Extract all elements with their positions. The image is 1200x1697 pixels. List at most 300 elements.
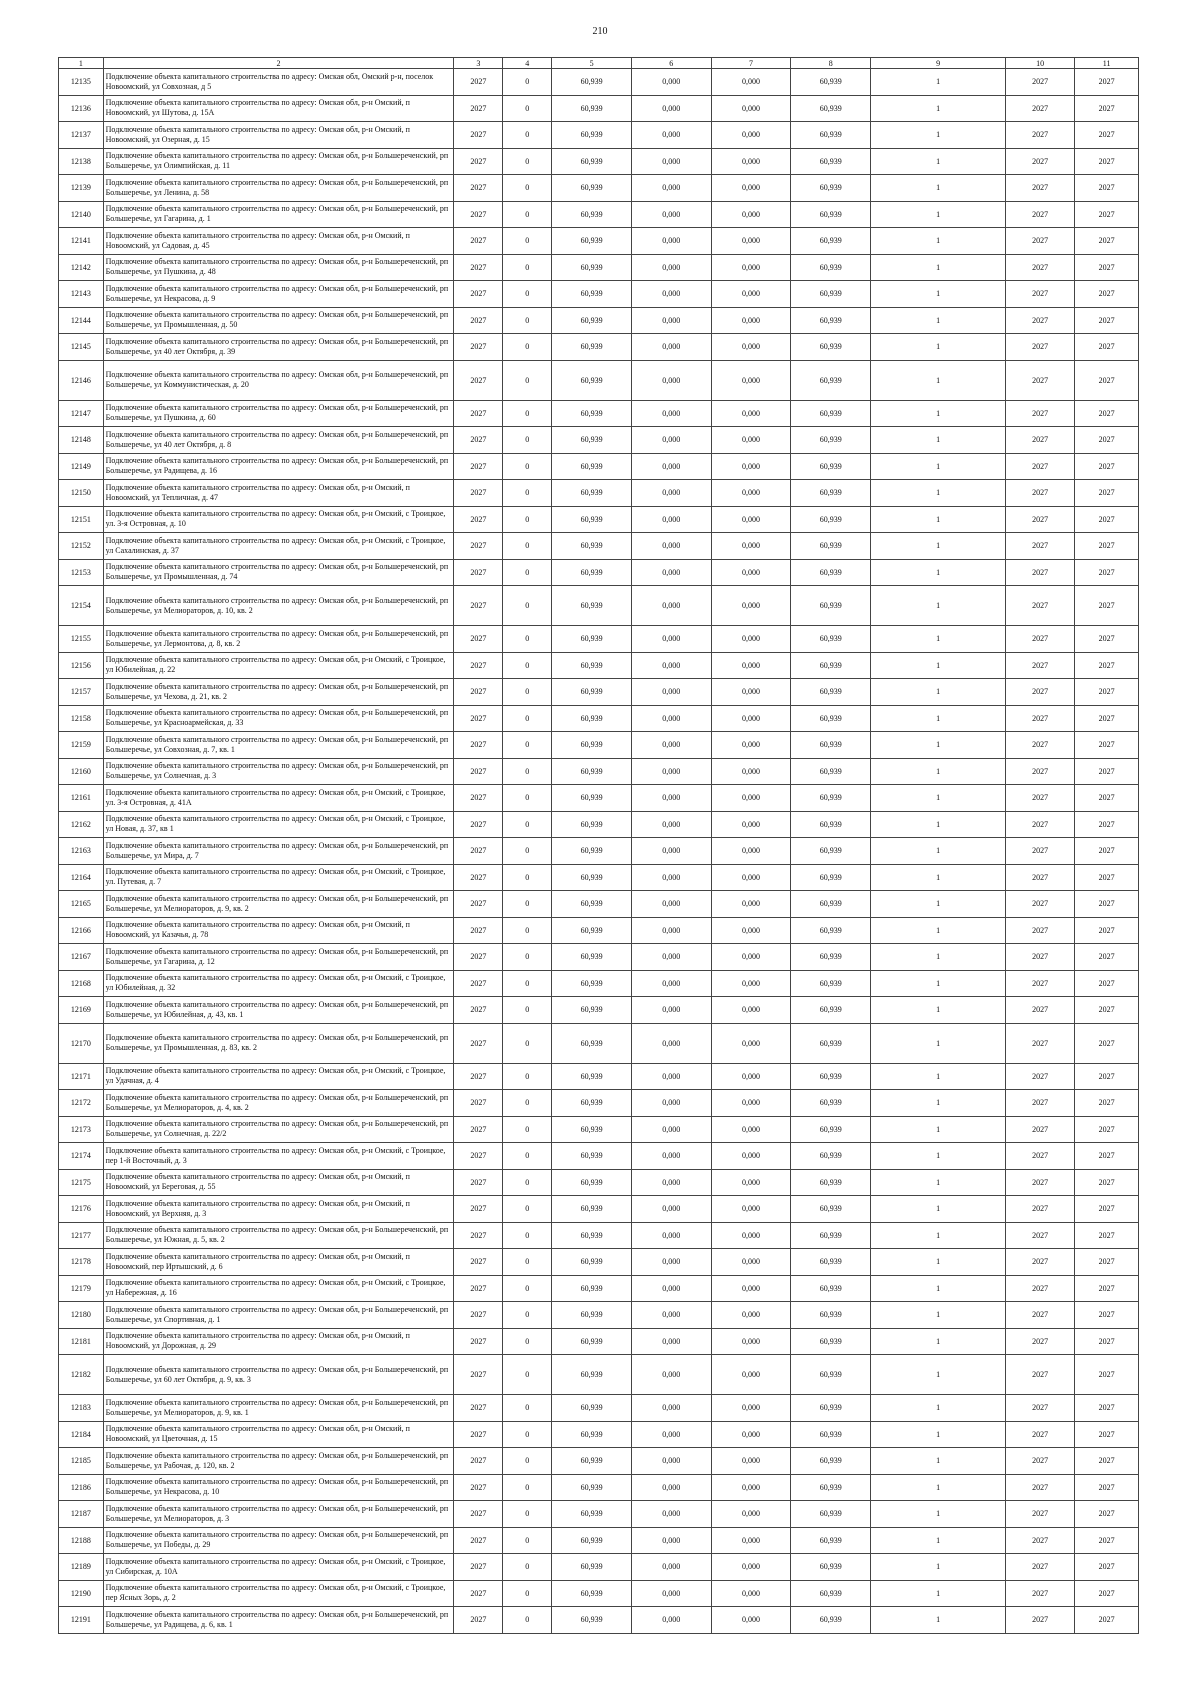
col-7-cell: 0,000 [711,586,791,626]
col-11-cell: 2027 [1075,148,1139,175]
col-7-cell: 0,000 [711,1607,791,1634]
col-11-cell: 2027 [1075,785,1139,812]
col-7-cell: 0,000 [711,1222,791,1249]
data-table [58,57,1139,1634]
col-7-cell: 0,000 [711,334,791,361]
description-cell: Подключение объекта капитального строительства по адресу: Омская обл, р-н Омский, с Троицкое, пер Ясных Зорь, д. 2 [103,1580,454,1607]
col-11-cell: 2027 [1075,533,1139,560]
col-11-cell: 2027 [1075,175,1139,202]
col-4-cell: 0 [503,864,552,891]
col-9-cell: 1 [871,970,1006,997]
row-number-cell: 12142 [59,254,104,281]
col-10-cell: 2027 [1006,1501,1075,1528]
col-11-cell: 2027 [1075,1421,1139,1448]
col-6-cell: 0,000 [631,732,711,759]
description-cell: Подключение объекта капитального строительства по адресу: Омская обл, р-н Большереченский, рп Большеречье, ул Рабочая, д. 120, кв. 2 [103,1448,454,1475]
col-6-cell: 0,000 [631,1090,711,1117]
col-6-cell: 0,000 [631,626,711,653]
col-11-cell: 2027 [1075,559,1139,586]
col-10-cell: 2027 [1006,1143,1075,1170]
col-8-cell: 60,939 [791,148,871,175]
row-number-cell: 12182 [59,1355,104,1395]
col-3-cell: 2027 [454,705,503,732]
description-cell: Подключение объекта капитального строительства по адресу: Омская обл, р-н Большереченский, рп Большеречье, ул 40 лет Октября, д. 8 [103,427,454,454]
col-5-cell: 60,939 [552,1143,632,1170]
col-8-cell: 60,939 [791,944,871,971]
col-6-cell: 0,000 [631,1395,711,1422]
col-9-cell: 1 [871,652,1006,679]
row-number-cell: 12156 [59,652,104,679]
col-header-1: 1 [59,58,104,69]
col-4-cell: 0 [503,838,552,865]
table-row [59,1249,1139,1276]
col-11-cell: 2027 [1075,838,1139,865]
col-9-cell: 1 [871,785,1006,812]
col-3-cell: 2027 [454,1421,503,1448]
col-7-cell: 0,000 [711,1448,791,1475]
col-8-cell: 60,939 [791,997,871,1024]
col-9-cell: 1 [871,506,1006,533]
col-3-cell: 2027 [454,732,503,759]
description-cell: Подключение объекта капитального строительства по адресу: Омская обл, р-н Большереченский, рп Большеречье, ул Чехова, д. 21, кв. 2 [103,679,454,706]
col-4-cell: 0 [503,944,552,971]
col-7-cell: 0,000 [711,506,791,533]
col-4-cell: 0 [503,307,552,334]
col-8-cell: 60,939 [791,1527,871,1554]
col-8-cell: 60,939 [791,705,871,732]
col-6-cell: 0,000 [631,1580,711,1607]
description-cell: Подключение объекта капитального строительства по адресу: Омская обл, р-н Большереченский, рп Большеречье, ул Южная, д. 5, кв. 2 [103,1222,454,1249]
col-9-cell: 1 [871,1302,1006,1329]
col-11-cell: 2027 [1075,360,1139,400]
col-5-cell: 60,939 [552,1249,632,1276]
col-6-cell: 0,000 [631,201,711,228]
col-6-cell: 0,000 [631,1527,711,1554]
col-11-cell: 2027 [1075,1063,1139,1090]
table-row [59,785,1139,812]
col-6-cell: 0,000 [631,307,711,334]
col-5-cell: 60,939 [552,69,632,96]
row-number-cell: 12143 [59,281,104,308]
col-11-cell: 2027 [1075,917,1139,944]
col-8-cell: 60,939 [791,970,871,997]
description-cell: Подключение объекта капитального строительства по адресу: Омская обл, р-н Омский, п Новоомский, ул Цветочная, д. 15 [103,1421,454,1448]
description-cell: Подключение объекта капитального строительства по адресу: Омская обл, р-н Омский, п Новоомский, пер Иртышский, д. 6 [103,1249,454,1276]
col-5-cell: 60,939 [552,891,632,918]
col-4-cell: 0 [503,400,552,427]
col-9-cell: 1 [871,1355,1006,1395]
col-7-cell: 0,000 [711,533,791,560]
table-row [59,427,1139,454]
description-cell: Подключение объекта капитального строительства по адресу: Омская обл, р-н Большереченский, рп Большеречье, ул Гагарина, д. 12 [103,944,454,971]
col-5-cell: 60,939 [552,281,632,308]
col-8-cell: 60,939 [791,533,871,560]
col-6-cell: 0,000 [631,758,711,785]
col-10-cell: 2027 [1006,1222,1075,1249]
col-5-cell: 60,939 [552,732,632,759]
row-number-cell: 12155 [59,626,104,653]
col-9-cell: 1 [871,1395,1006,1422]
col-8-cell: 60,939 [791,360,871,400]
col-6-cell: 0,000 [631,506,711,533]
col-5-cell: 60,939 [552,917,632,944]
col-3-cell: 2027 [454,148,503,175]
col-5-cell: 60,939 [552,1222,632,1249]
table-row [59,1501,1139,1528]
col-6-cell: 0,000 [631,1196,711,1223]
col-8-cell: 60,939 [791,1448,871,1475]
col-5-cell: 60,939 [552,201,632,228]
col-4-cell: 0 [503,1527,552,1554]
description-cell: Подключение объекта капитального строительства по адресу: Омская обл, р-н Большереченский, рп Большеречье, ул Ленина, д. 58 [103,175,454,202]
col-7-cell: 0,000 [711,838,791,865]
col-10-cell: 2027 [1006,732,1075,759]
col-4-cell: 0 [503,970,552,997]
col-4-cell: 0 [503,506,552,533]
col-10-cell: 2027 [1006,533,1075,560]
row-number-cell: 12184 [59,1421,104,1448]
col-9-cell: 1 [871,705,1006,732]
row-number-cell: 12164 [59,864,104,891]
col-3-cell: 2027 [454,1143,503,1170]
col-6-cell: 0,000 [631,533,711,560]
col-6-cell: 0,000 [631,427,711,454]
col-8-cell: 60,939 [791,626,871,653]
col-8-cell: 60,939 [791,652,871,679]
col-10-cell: 2027 [1006,1527,1075,1554]
col-11-cell: 2027 [1075,1249,1139,1276]
table-row [59,254,1139,281]
col-3-cell: 2027 [454,679,503,706]
col-5-cell: 60,939 [552,1090,632,1117]
col-6-cell: 0,000 [631,944,711,971]
col-9-cell: 1 [871,453,1006,480]
col-6-cell: 0,000 [631,228,711,255]
col-10-cell: 2027 [1006,944,1075,971]
description-cell: Подключение объекта капитального строительства по адресу: Омская обл, р-н Большереченский, рп Большеречье, ул Некрасова, д. 10 [103,1474,454,1501]
col-8-cell: 60,939 [791,281,871,308]
col-7-cell: 0,000 [711,148,791,175]
col-4-cell: 0 [503,427,552,454]
col-5-cell: 60,939 [552,122,632,149]
col-3-cell: 2027 [454,334,503,361]
col-3-cell: 2027 [454,1355,503,1395]
column-number-row [59,58,1139,69]
row-number-cell: 12177 [59,1222,104,1249]
col-3-cell: 2027 [454,1448,503,1475]
col-11-cell: 2027 [1075,228,1139,255]
col-3-cell: 2027 [454,307,503,334]
col-7-cell: 0,000 [711,1554,791,1581]
table-row [59,811,1139,838]
table-row [59,1143,1139,1170]
col-3-cell: 2027 [454,95,503,122]
row-number-cell: 12190 [59,1580,104,1607]
col-4-cell: 0 [503,1090,552,1117]
col-3-cell: 2027 [454,427,503,454]
table-row [59,148,1139,175]
col-8-cell: 60,939 [791,891,871,918]
row-number-cell: 12147 [59,400,104,427]
col-7-cell: 0,000 [711,1063,791,1090]
col-header-5: 5 [552,58,632,69]
col-5-cell: 60,939 [552,1448,632,1475]
description-cell: Подключение объекта капитального строительства по адресу: Омская обл, р-н Большереченский, рп Большеречье, ул 40 лет Октября, д. 39 [103,334,454,361]
row-number-cell: 12154 [59,586,104,626]
col-3-cell: 2027 [454,1527,503,1554]
col-6-cell: 0,000 [631,679,711,706]
col-4-cell: 0 [503,1249,552,1276]
col-8-cell: 60,939 [791,586,871,626]
table-row [59,559,1139,586]
col-8-cell: 60,939 [791,122,871,149]
row-number-cell: 12137 [59,122,104,149]
col-9-cell: 1 [871,559,1006,586]
col-8-cell: 60,939 [791,1090,871,1117]
col-5-cell: 60,939 [552,838,632,865]
table-row [59,1302,1139,1329]
col-11-cell: 2027 [1075,1302,1139,1329]
col-5-cell: 60,939 [552,1116,632,1143]
description-cell: Подключение объекта капитального строительства по адресу: Омская обл, р-н Большереченский, рп Большеречье, ул Юбилейная, д. 43, кв. 1 [103,997,454,1024]
col-header-3: 3 [454,58,503,69]
table-row [59,1328,1139,1355]
col-8-cell: 60,939 [791,1169,871,1196]
col-3-cell: 2027 [454,1580,503,1607]
col-3-cell: 2027 [454,1395,503,1422]
col-9-cell: 1 [871,334,1006,361]
col-7-cell: 0,000 [711,732,791,759]
col-11-cell: 2027 [1075,970,1139,997]
row-number-cell: 12181 [59,1328,104,1355]
col-8-cell: 60,939 [791,228,871,255]
col-4-cell: 0 [503,917,552,944]
description-cell: Подключение объекта капитального строительства по адресу: Омская обл, р-н Большереченский, рп Большеречье, ул Мелиораторов, д. 10, кв. 2 [103,586,454,626]
col-7-cell: 0,000 [711,69,791,96]
col-5-cell: 60,939 [552,1395,632,1422]
row-number-cell: 12152 [59,533,104,560]
row-number-cell: 12165 [59,891,104,918]
col-3-cell: 2027 [454,122,503,149]
col-4-cell: 0 [503,1328,552,1355]
col-8-cell: 60,939 [791,1328,871,1355]
col-9-cell: 1 [871,480,1006,507]
description-cell: Подключение объекта капитального строительства по адресу: Омская обл, р-н Омский, с Троицкое, ул Юбилейная, д. 32 [103,970,454,997]
description-cell: Подключение объекта капитального строительства по адресу: Омская обл, р-н Омский, с Троицкое, ул Сахалинская, д. 37 [103,533,454,560]
col-3-cell: 2027 [454,201,503,228]
col-8-cell: 60,939 [791,1116,871,1143]
col-11-cell: 2027 [1075,1090,1139,1117]
table-row [59,1090,1139,1117]
col-3-cell: 2027 [454,559,503,586]
col-4-cell: 0 [503,1063,552,1090]
col-3-cell: 2027 [454,1275,503,1302]
col-10-cell: 2027 [1006,1116,1075,1143]
col-7-cell: 0,000 [711,281,791,308]
description-cell: Подключение объекта капитального строительства по адресу: Омская обл, р-н Большереченский, рп Большеречье, ул Олимпийская, д. 11 [103,148,454,175]
col-10-cell: 2027 [1006,679,1075,706]
col-6-cell: 0,000 [631,1302,711,1329]
col-11-cell: 2027 [1075,586,1139,626]
col-5-cell: 60,939 [552,652,632,679]
table-row [59,1063,1139,1090]
description-cell: Подключение объекта капитального строительства по адресу: Омская обл, р-н Большереченский, рп Большеречье, ул Красноармейская, д. 33 [103,705,454,732]
col-10-cell: 2027 [1006,970,1075,997]
col-11-cell: 2027 [1075,1116,1139,1143]
col-11-cell: 2027 [1075,69,1139,96]
description-cell: Подключение объекта капитального строительства по адресу: Омская обл, р-н Омский, п Новоомский, ул Дорожная, д. 29 [103,1328,454,1355]
col-9-cell: 1 [871,732,1006,759]
col-7-cell: 0,000 [711,453,791,480]
col-4-cell: 0 [503,1474,552,1501]
table-row [59,1222,1139,1249]
table-row [59,1527,1139,1554]
col-7-cell: 0,000 [711,1196,791,1223]
col-3-cell: 2027 [454,360,503,400]
table-row [59,917,1139,944]
col-10-cell: 2027 [1006,1249,1075,1276]
col-4-cell: 0 [503,1196,552,1223]
col-9-cell: 1 [871,1116,1006,1143]
table-row [59,1580,1139,1607]
description-cell: Подключение объекта капитального строительства по адресу: Омская обл, р-н Большереченский, рп Большеречье, ул Лермонтова, д. 8, кв. 2 [103,626,454,653]
page-number: 210 [592,26,608,37]
table-row [59,626,1139,653]
col-8-cell: 60,939 [791,917,871,944]
col-10-cell: 2027 [1006,1355,1075,1395]
row-number-cell: 12166 [59,917,104,944]
col-5-cell: 60,939 [552,811,632,838]
table-row [59,69,1139,96]
table-row [59,1607,1139,1634]
col-3-cell: 2027 [454,1116,503,1143]
col-5-cell: 60,939 [552,360,632,400]
col-4-cell: 0 [503,559,552,586]
row-number-cell: 12157 [59,679,104,706]
col-11-cell: 2027 [1075,652,1139,679]
table-row [59,201,1139,228]
table-row [59,1395,1139,1422]
col-6-cell: 0,000 [631,69,711,96]
row-number-cell: 12179 [59,1275,104,1302]
row-number-cell: 12158 [59,705,104,732]
col-8-cell: 60,939 [791,679,871,706]
col-9-cell: 1 [871,228,1006,255]
col-7-cell: 0,000 [711,360,791,400]
col-10-cell: 2027 [1006,1421,1075,1448]
col-10-cell: 2027 [1006,1474,1075,1501]
table-row [59,122,1139,149]
col-4-cell: 0 [503,95,552,122]
col-3-cell: 2027 [454,1554,503,1581]
col-6-cell: 0,000 [631,95,711,122]
table-row [59,480,1139,507]
col-9-cell: 1 [871,1143,1006,1170]
col-7-cell: 0,000 [711,1501,791,1528]
col-10-cell: 2027 [1006,705,1075,732]
col-10-cell: 2027 [1006,1448,1075,1475]
col-8-cell: 60,939 [791,559,871,586]
col-10-cell: 2027 [1006,811,1075,838]
col-9-cell: 1 [871,360,1006,400]
col-3-cell: 2027 [454,506,503,533]
description-cell: Подключение объекта капитального строительства по адресу: Омская обл, р-н Большереченский, рп Большеречье, ул Промышленная, д. 50 [103,307,454,334]
col-10-cell: 2027 [1006,1275,1075,1302]
col-7-cell: 0,000 [711,785,791,812]
col-9-cell: 1 [871,586,1006,626]
col-5-cell: 60,939 [552,1501,632,1528]
col-11-cell: 2027 [1075,95,1139,122]
col-3-cell: 2027 [454,1222,503,1249]
col-10-cell: 2027 [1006,758,1075,785]
table-row [59,281,1139,308]
col-4-cell: 0 [503,201,552,228]
col-7-cell: 0,000 [711,1023,791,1063]
description-cell: Подключение объекта капитального строительства по адресу: Омская обл, Омский р-н, поселок Новоомский, ул Совхозная, д 5 [103,69,454,96]
table-row [59,1169,1139,1196]
description-cell: Подключение объекта капитального строительства по адресу: Омская обл, р-н Большереченский, рп Большеречье, ул Промышленная, д. 83, кв. 2 [103,1023,454,1063]
row-number-cell: 12176 [59,1196,104,1223]
col-3-cell: 2027 [454,838,503,865]
row-number-cell: 12141 [59,228,104,255]
table-row [59,1116,1139,1143]
col-6-cell: 0,000 [631,360,711,400]
col-6-cell: 0,000 [631,1222,711,1249]
col-10-cell: 2027 [1006,480,1075,507]
col-4-cell: 0 [503,586,552,626]
col-10-cell: 2027 [1006,506,1075,533]
col-11-cell: 2027 [1075,626,1139,653]
col-9-cell: 1 [871,1554,1006,1581]
col-8-cell: 60,939 [791,334,871,361]
col-5-cell: 60,939 [552,400,632,427]
col-11-cell: 2027 [1075,1580,1139,1607]
col-3-cell: 2027 [454,1302,503,1329]
col-11-cell: 2027 [1075,201,1139,228]
col-7-cell: 0,000 [711,891,791,918]
col-4-cell: 0 [503,652,552,679]
col-11-cell: 2027 [1075,1607,1139,1634]
row-number-cell: 12148 [59,427,104,454]
table-row [59,1554,1139,1581]
col-7-cell: 0,000 [711,917,791,944]
description-cell: Подключение объекта капитального строительства по адресу: Омская обл, р-н Большереченский, рп Большеречье, ул Промышленная, д. 74 [103,559,454,586]
row-number-cell: 12188 [59,1527,104,1554]
col-10-cell: 2027 [1006,626,1075,653]
description-cell: Подключение объекта капитального строительства по адресу: Омская обл, р-н Большереченский, рп Большеречье, ул Радищева, д. 6, кв. 1 [103,1607,454,1634]
col-9-cell: 1 [871,1328,1006,1355]
col-9-cell: 1 [871,917,1006,944]
col-8-cell: 60,939 [791,175,871,202]
col-3-cell: 2027 [454,626,503,653]
col-8-cell: 60,939 [791,201,871,228]
col-7-cell: 0,000 [711,626,791,653]
col-6-cell: 0,000 [631,811,711,838]
col-10-cell: 2027 [1006,1607,1075,1634]
col-10-cell: 2027 [1006,891,1075,918]
col-8-cell: 60,939 [791,785,871,812]
col-5-cell: 60,939 [552,970,632,997]
col-5-cell: 60,939 [552,254,632,281]
description-cell: Подключение объекта капитального строительства по адресу: Омская обл, р-н Большереченский, рп Большеречье, ул Мира, д. 7 [103,838,454,865]
col-header-8: 8 [791,58,871,69]
col-3-cell: 2027 [454,1501,503,1528]
col-9-cell: 1 [871,1222,1006,1249]
col-8-cell: 60,939 [791,1023,871,1063]
col-4-cell: 0 [503,1275,552,1302]
col-4-cell: 0 [503,254,552,281]
col-6-cell: 0,000 [631,1421,711,1448]
